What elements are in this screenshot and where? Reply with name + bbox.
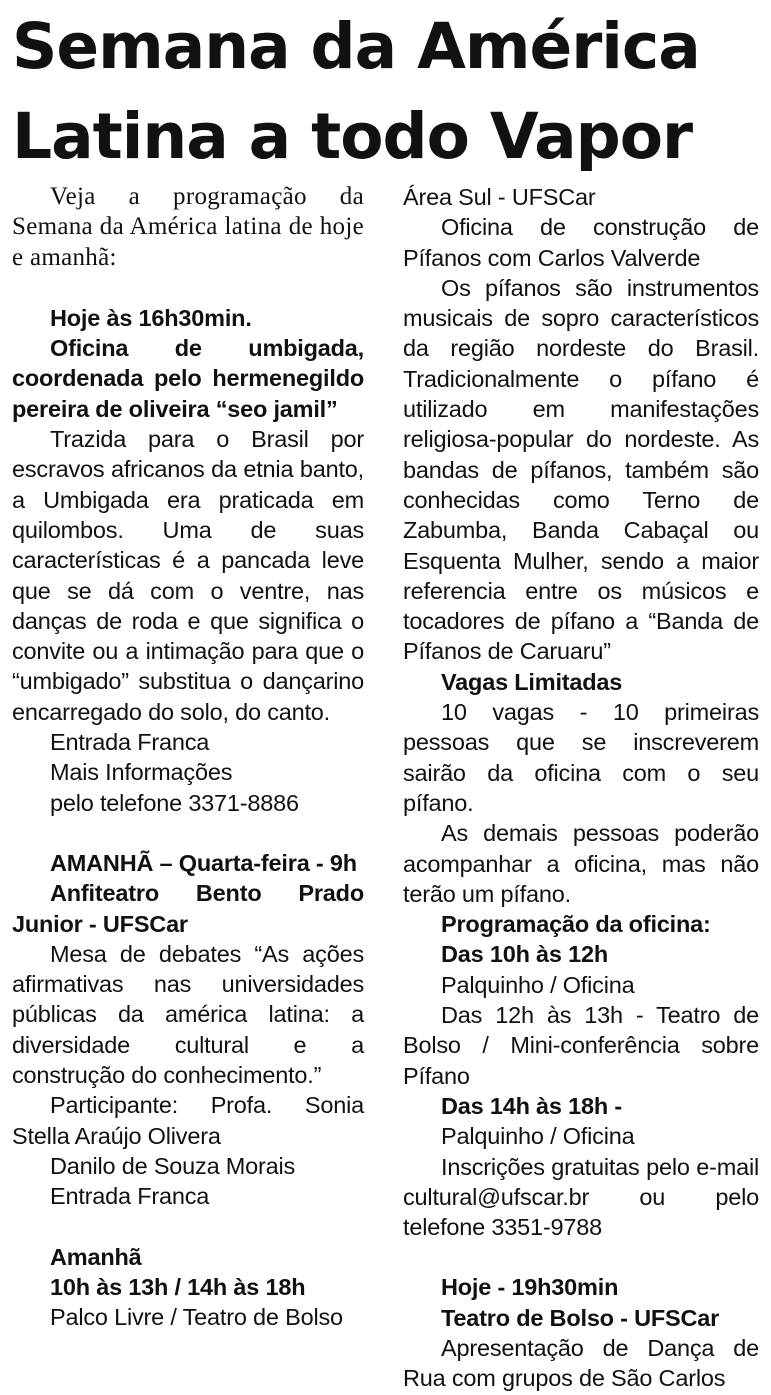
amanha-head: Amanhã xyxy=(50,1243,142,1270)
today-info: Mais Informações xyxy=(50,759,233,786)
slot2-text: Das 12h às 13h - Teatro de Bolso / Mini-conferência sobre Pífano xyxy=(403,1002,759,1089)
inscricoes-text: Inscrições gratuitas pelo e-mail cultural@ufscar.br ou pelo telefone 3351-9788 xyxy=(403,1153,759,1241)
hoje-head: Hoje - 19h30min xyxy=(441,1274,619,1301)
workshop-text: Oficina de construção de Pífanos com Carlos Valverde xyxy=(403,214,759,271)
spacer xyxy=(403,1242,759,1272)
tomorrow-text: Mesa de debates “As ações afirmativas nas universidades públicas da américa latina: a diversidade cultural e a construção do conhecimento.” xyxy=(12,940,364,1089)
slot3-time: Das 14h às 18h - xyxy=(441,1092,622,1119)
participant-2: Danilo de Souza Morais xyxy=(50,1152,296,1179)
prog-head: Programação da oficina: xyxy=(441,911,711,938)
right-column xyxy=(403,182,759,1394)
vagas-text: 10 vagas - 10 primeiras pessoas que se inscreverem sairão da oficina com o seu pífano. xyxy=(403,699,759,816)
headline-line-1: Semana da América xyxy=(12,10,700,83)
today-entry: Entrada Franca xyxy=(50,729,210,756)
left-column xyxy=(12,182,364,1332)
pifanos-text: Os pífanos são instrumentos musicais de sopro característicos da região nordeste do Brasil. Tradicionalmente o pífano é utilizado em manifestações religiosa-popular do nordeste. As bandas de pífanos, também são conhecidas como Terno de Zabumba, Banda Cabaçal ou Esquenta Mulher, sendo a maior referencia entre os músicos e tocadores de pífano a “Banda de Pífanos de Caruaru” xyxy=(403,274,759,665)
headline-line-2: Latina a todo Vapor xyxy=(12,100,693,173)
amanha-time: 10h às 13h / 14h às 18h xyxy=(50,1273,306,1300)
demais-text: As demais pessoas poderão acompanhar a oficina, mas não terão um pífano. xyxy=(403,820,759,907)
participant: Participante: Profa. Sonia Stella Araújo Olivera xyxy=(12,1092,364,1149)
slot3-place: Palquinho / Oficina xyxy=(441,1123,635,1150)
spacer xyxy=(12,818,364,848)
today-text: Trazida para o Brasil por escravos africanos da etnia banto, a Umbigada era praticada em quilombos. Uma de suas características é a pancada leve que se dá com o ventre, nas danças de roda e que significa o convite ou a intimação para que o “umbigado” substitua o dançarino encarregado do solo, do canto. xyxy=(12,426,364,725)
intro-text: Veja a programação da Semana da América latina de hoje e amanhã: xyxy=(12,183,364,271)
today-title: Oficina de umbigada, coordenada pelo hermenegildo pereira de oliveira “seo jamil” xyxy=(12,335,364,422)
tomorrow-place: Anfiteatro Bento Prado Junior - UFSCar xyxy=(12,880,364,937)
slot1-place: Palquinho / Oficina xyxy=(441,971,635,998)
amanha-place: Palco Livre / Teatro de Bolso xyxy=(50,1304,343,1331)
spacer xyxy=(12,273,364,303)
area-text: Área Sul - UFSCar xyxy=(403,184,596,210)
today-phone: pelo telefone 3371-8886 xyxy=(50,789,299,816)
hoje-place: Teatro de Bolso - UFSCar xyxy=(441,1304,720,1331)
hoje-text: Apresentação de Dança de Rua com grupos de São Carlos xyxy=(403,1334,759,1392)
spacer xyxy=(12,1212,364,1242)
vagas-head: Vagas Limitadas xyxy=(441,668,623,695)
today-time: Hoje às 16h30min. xyxy=(50,304,252,331)
tomorrow-entry: Entrada Franca xyxy=(50,1183,210,1210)
headline xyxy=(12,2,762,182)
slot1-time: Das 10h às 12h xyxy=(441,941,609,968)
tomorrow-head: AMANHÃ – Quarta-feira - 9h xyxy=(50,849,357,876)
